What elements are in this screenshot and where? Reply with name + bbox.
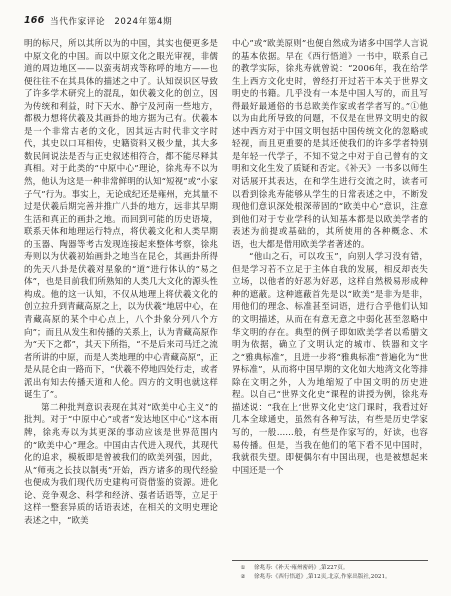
left-column — [24, 38, 218, 527]
journal-title: 当代作家评论 2024年第4期 — [50, 17, 173, 27]
right-paragraph-1: 中心”或“欧美原则”也便自然成为诸多中国学人言说的基本依据。早在《西行悟道》一书中，联系自己的教学实际，徐兆寿就曾说：“2006年，我在给学生上西方文化史时，曾经打开过若干本关于世界文明史的书籍。几乎没有一本是中国人写的，而且写得最好最通俗的书总欧美作家或者学者写的。”①他以为由此所导致的问题，不仅是在世界文明史的叙述中西方对于中国文明包括中国传统文化的忽略或轻视，而且更重要的是其还使我们的许多学者特别是年轻一代学子，不知不觉之中对于自己曾有的文明和文化生发了质疑和否定。《补天》一书多以师生对话展开其表达，在和学生进行交流之时，读者可以看到徐兆寿能够从学生的日常表述之中，不断发现他们意识深处根深蒂固的“欧美中心”意识，注意到他们对于专业学科的认知基本都是以欧美学者的表述为前提或基础的，其所使用的各种概念、术语，也大都是借用欧美学者著述的。 — [232, 39, 428, 250]
right-paragraph-2: “他山之石，可以攻玉”，向别人学习没有错，但是学习若不立足于主体自我的发展，相反却丧失立场，以他者的好恶为好恶，这样自然极易形成种种的遮蔽。这种遮蔽首先是以“欧美”是非为是非，用他们的理念、标准甚至词语，进行合乎他们认知的文明描述，从而在有意无意之中弱化甚至忽略中华文明的存在。典型的例子即如欧美学者以希腊文明为依据，确立了文明认定的城市、铁器和文字之“雅典标准”，且进一步将“雅典标准”普遍化为“世界标准”，从而将中国早期的文化如大地湾文化等排除在文明之外，人为地缩短了中国文明的历史进程。以自己“世界文化史”课程的讲授为例，徐兆寿描述说：“我在上‘世界文化史’这门课时，我看过好几本全球通史，虽然有各种写法，有些是历史学家写的，一般……般，有些是作家写的，好读，也容易传播。但是，当我在他们的笔下看不见中国时，我就很失望。即便偶尔有中国出现，也是被想起来中国还是一个 — [232, 252, 428, 476]
footnote-1 — [232, 564, 428, 573]
page-number: 166 — [24, 15, 45, 26]
footnote-1-text: 徐兆寿:《补天·雍州密码》,第227页。 — [254, 565, 349, 571]
footnote-1-mark: ① — [240, 565, 246, 571]
left-paragraph-1: 明的标尺，所以其所以为的中国，其实也便更多是中原文化的中国。而以中原文化之眼光审视，非儒道的周边地区——以蛮夷胡戎等称呼的地方——也便往往不在其具体的描述之中了。认知误识区导致了许多学术研究上的混乱，如伏羲文化的创立，因为传统和利益，时下天水、静宁及河南一些地方，都极力想将伏羲及其画卦的地方据为己有。伏羲本是一个非常古老的文化，因其远古时代非文字时代，其史以口耳相传，史籍资料又极少量，其大多数民间说法是否与正史叙述相符合，都不能尽释其真相。对于此类的“中原中心”理论，徐兆寿不以为然，他认为这是一种非常鲜明的认知“短视”或“小家子气”行为。事实上，无论成纪还是雍州，充其量不过是伏羲后期完善并推广八卦的地方，远非其早期生活和真正的画卦之地。而回到可能的历史语境，联系天体和地理运行特点，将伏羲文化和人类早期的玉器、陶器等考古发现连接起来整体考察，徐兆寿则以为伏羲初始画卦之地当在昆仑，其画卦所得的先天八卦是伏羲对星象的“道”进行体认的“易之体”，也是目前我们所熟知的人类几大文化的源头性构成。他的这一认知，不仅从地理上将伏羲文化的创立拉升到青藏高原之上，以为伏羲“地居中心，在青藏高原的某个中心点上，八个卦象分列八个方向”；而且从发生和传播的关系上，认为青藏高原作为“天下之都”，其天下所指，“不是后来司马迁之流者所讲的中原，而是人类地理的中心青藏高原”，正是从昆仑由一路而下，“伏羲不停地四处行走，或者派出有知去传播天道和人伦。四方的文明也就这样诞生了”。 — [24, 39, 218, 401]
footnote-2-mark: ② — [240, 574, 246, 580]
left-paragraph-2: 第二种批判意识表现在其对“欧美中心主义”的批判。对于“中原中心”或者“发达地区中心”这本雨牌，徐兆寿以为其更深的事动应该是世界范围内的“欧美中心”理念。中国由古代进入现代，其现代化的追求，模板即是曾被我们的欧美列强，因此，从“师夷之长技以制夷”开始，西方诸多的现代经验也便成为我们现代历史建构可资借鉴的资源。进化论、竞争观念、科学和经济、强者话语等，立足于这样一整套异质的话语表述，在相关的文明史理论表述之中，“欧美 — [24, 402, 218, 526]
footnotes — [232, 560, 428, 582]
footnote-2-text: 徐兆寿:《西行悟道》,第12页,北京,作家出版社,2021。 — [254, 574, 391, 580]
running-header — [0, 0, 451, 34]
footnote-2 — [232, 573, 428, 582]
right-column — [232, 38, 428, 477]
